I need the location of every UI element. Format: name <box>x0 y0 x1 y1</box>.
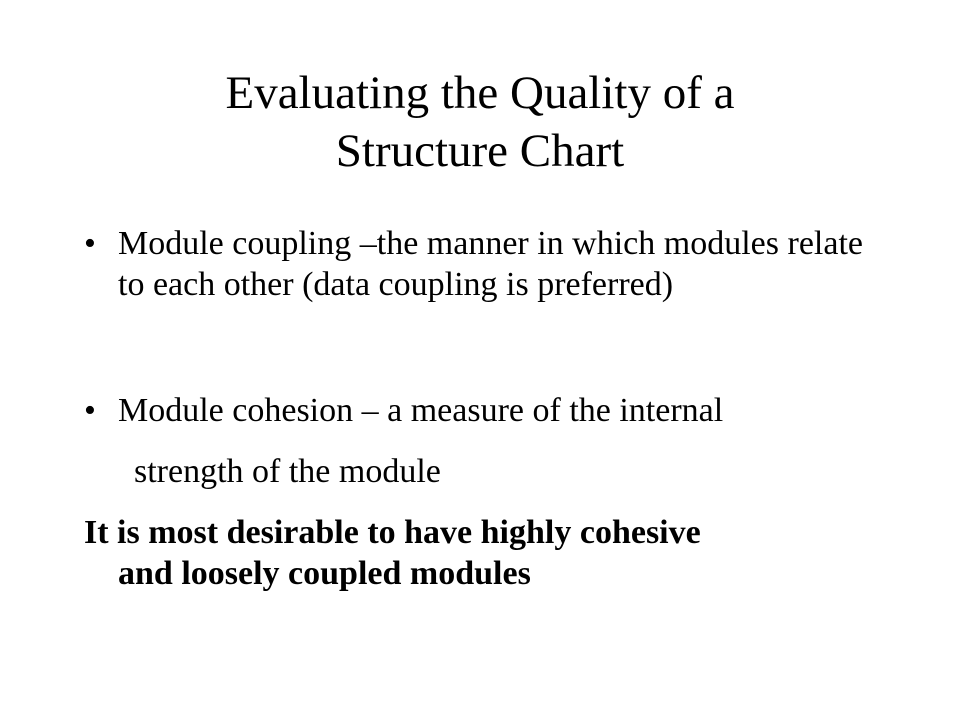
bullet-marker: • <box>84 392 96 429</box>
slide-title-line-1: Evaluating the Quality of a <box>225 67 735 119</box>
conclusion-line-2: and loosely coupled modules <box>118 555 531 592</box>
bullet-item-cohesion <box>84 390 874 431</box>
bullet-text-coupling: Module coupling –the manner in which modules relate to each other (data coupling is preferred) <box>118 225 863 303</box>
conclusion-line-1: It is most desirable to have highly cohesive <box>84 514 701 551</box>
cohesion-continuation-text: strength of the module <box>134 453 441 490</box>
bullet-text-cohesion: Module cohesion – a measure of the internal <box>118 392 724 429</box>
conclusion-statement <box>84 512 884 594</box>
slide-title-line-2: Structure Chart <box>335 125 625 177</box>
bullet-item-coupling <box>84 223 874 305</box>
slide-title <box>80 64 880 180</box>
bullet-marker: • <box>84 225 96 262</box>
